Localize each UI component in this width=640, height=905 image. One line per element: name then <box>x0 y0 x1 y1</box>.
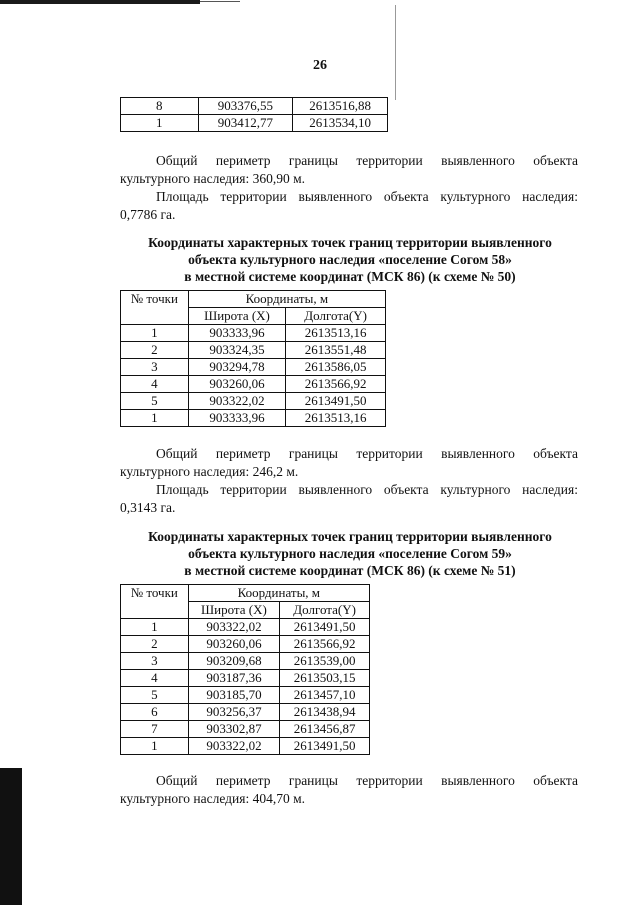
point-cell: 1 <box>121 738 189 755</box>
lat-cell: 903333,96 <box>188 325 286 342</box>
table-row <box>121 393 386 410</box>
lat-cell: 903333,96 <box>188 410 286 427</box>
header-lat: Широта (X) <box>188 602 280 619</box>
coords-table-c <box>120 584 370 755</box>
table-row <box>121 325 386 342</box>
top-coords-table <box>120 97 388 132</box>
table-row <box>121 721 370 738</box>
lon-cell: 2613513,16 <box>286 325 386 342</box>
lon-cell: 2613457,10 <box>280 687 370 704</box>
table-row <box>121 653 370 670</box>
point-cell: 5 <box>121 687 189 704</box>
header-coords: Координаты, м <box>188 585 369 602</box>
table-row <box>121 359 386 376</box>
lat-cell: 903322,02 <box>188 393 286 410</box>
header-point: № точки <box>121 585 189 619</box>
table-row <box>121 704 370 721</box>
point-cell: 6 <box>121 704 189 721</box>
point-cell: 5 <box>121 393 189 410</box>
section-heading-b: Координаты характерных точек границ территории выявленного объекта культурного наследия «поселение Согом 58» в местной системе координат (МСК 86) (к схеме № 50) <box>148 235 552 284</box>
lon-cell: 2613438,94 <box>280 704 370 721</box>
lat-cell: 903260,06 <box>188 636 280 653</box>
point-cell: 7 <box>121 721 189 738</box>
table-header-row <box>121 585 370 602</box>
lon-cell: 2613566,92 <box>286 376 386 393</box>
lon-cell: 2613516,88 <box>293 98 388 115</box>
point-cell: 8 <box>121 98 199 115</box>
point-cell: 4 <box>121 376 189 393</box>
table-header-row <box>121 291 386 308</box>
lat-cell: 903322,02 <box>188 738 280 755</box>
lon-cell: 2613491,50 <box>280 619 370 636</box>
perimeter-paragraph-b: Общий периметр границы территории выявленного объекта культурного наследия: 246,2 м. <box>120 446 578 479</box>
table-row <box>121 115 388 132</box>
header-point: № точки <box>121 291 189 325</box>
table-row <box>121 670 370 687</box>
lat-cell: 903256,37 <box>188 704 280 721</box>
scan-artifact-line <box>395 5 396 100</box>
lat-cell: 903209,68 <box>188 653 280 670</box>
lat-cell: 903412,77 <box>198 115 293 132</box>
lat-cell: 903185,70 <box>188 687 280 704</box>
lat-cell: 903260,06 <box>188 376 286 393</box>
point-cell: 3 <box>121 359 189 376</box>
lat-cell: 903302,87 <box>188 721 280 738</box>
point-cell: 2 <box>121 342 189 359</box>
perimeter-paragraph-a: Общий периметр границы территории выявленного объекта культурного наследия: 360,90 м. <box>120 153 578 186</box>
area-paragraph-b: Площадь территории выявленного объекта культурного наследия: 0,3143 га. <box>120 482 578 515</box>
lat-cell: 903376,55 <box>198 98 293 115</box>
table-row <box>121 98 388 115</box>
lon-cell: 2613539,00 <box>280 653 370 670</box>
coords-table-b <box>120 290 386 427</box>
header-lat: Широта (X) <box>188 308 286 325</box>
point-cell: 2 <box>121 636 189 653</box>
header-lon: Долгота(Y) <box>286 308 386 325</box>
lon-cell: 2613551,48 <box>286 342 386 359</box>
point-cell: 1 <box>121 325 189 342</box>
lon-cell: 2613513,16 <box>286 410 386 427</box>
table-row <box>121 410 386 427</box>
table-row <box>121 636 370 653</box>
table-row <box>121 619 370 636</box>
lon-cell: 2613534,10 <box>293 115 388 132</box>
point-cell: 1 <box>121 619 189 636</box>
lon-cell: 2613586,05 <box>286 359 386 376</box>
perimeter-paragraph-c: Общий периметр границы территории выявленного объекта культурного наследия: 404,70 м. <box>120 773 578 806</box>
lat-cell: 903324,35 <box>188 342 286 359</box>
page-number: 26 <box>313 58 327 73</box>
point-cell: 4 <box>121 670 189 687</box>
table-row <box>121 738 370 755</box>
scan-edge-top-thin <box>200 1 240 2</box>
lon-cell: 2613491,50 <box>280 738 370 755</box>
point-cell: 1 <box>121 410 189 427</box>
lon-cell: 2613491,50 <box>286 393 386 410</box>
scan-edge-top <box>0 0 200 4</box>
area-paragraph-a: Площадь территории выявленного объекта культурного наследия: 0,7786 га. <box>120 189 578 222</box>
header-coords: Координаты, м <box>188 291 385 308</box>
lon-cell: 2613503,15 <box>280 670 370 687</box>
lat-cell: 903322,02 <box>188 619 280 636</box>
section-heading-c: Координаты характерных точек границ территории выявленного объекта культурного наследия «поселение Согом 59» в местной системе координат (МСК 86) (к схеме № 51) <box>148 529 552 578</box>
table-row <box>121 342 386 359</box>
table-row <box>121 376 386 393</box>
lat-cell: 903187,36 <box>188 670 280 687</box>
header-lon: Долгота(Y) <box>280 602 370 619</box>
lat-cell: 903294,78 <box>188 359 286 376</box>
scan-edge-left <box>0 768 22 905</box>
lon-cell: 2613456,87 <box>280 721 370 738</box>
point-cell: 3 <box>121 653 189 670</box>
table-row <box>121 687 370 704</box>
point-cell: 1 <box>121 115 199 132</box>
lon-cell: 2613566,92 <box>280 636 370 653</box>
